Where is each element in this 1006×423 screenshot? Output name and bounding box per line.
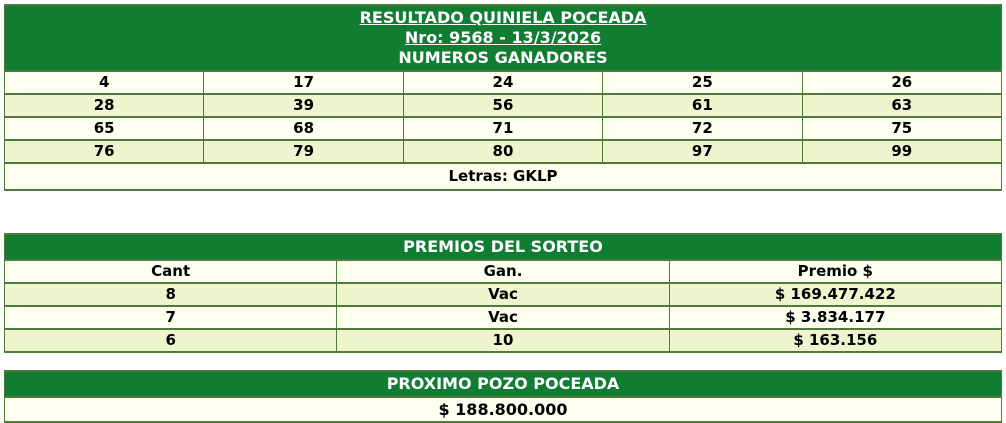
number-cell: 75 bbox=[802, 117, 1001, 140]
number-cell: 71 bbox=[403, 117, 602, 140]
number-cell: 24 bbox=[403, 71, 602, 94]
draw-number-and-date: Nro: 9568 - 13/3/2026 bbox=[404, 28, 602, 47]
letters-line: Letras: GKLP bbox=[5, 163, 1002, 190]
numbers-row bbox=[5, 71, 1002, 94]
spacer bbox=[4, 191, 1002, 233]
prize-cant-cell: 8 bbox=[5, 283, 337, 306]
prize-cant-cell: 7 bbox=[5, 306, 337, 329]
number-cell: 97 bbox=[603, 140, 802, 163]
number-cell: 72 bbox=[603, 117, 802, 140]
number-cell: 61 bbox=[603, 94, 802, 117]
prize-gan-cell: 10 bbox=[337, 329, 669, 352]
winning-numbers-table bbox=[4, 4, 1002, 191]
prize-cant-cell: 6 bbox=[5, 329, 337, 352]
prize-row bbox=[5, 329, 1002, 352]
numbers-row bbox=[5, 140, 1002, 163]
number-cell: 28 bbox=[5, 94, 204, 117]
numbers-row bbox=[5, 117, 1002, 140]
winning-numbers-subtitle: NUMEROS GANADORES bbox=[398, 48, 608, 67]
prize-gan-cell: Vac bbox=[337, 306, 669, 329]
results-header bbox=[5, 5, 1002, 71]
number-cell: 68 bbox=[204, 117, 403, 140]
next-pot-title: PROXIMO POZO POCEADA bbox=[5, 371, 1002, 397]
spacer bbox=[4, 353, 1002, 370]
prize-amount-cell: $ 3.834.177 bbox=[669, 306, 1001, 329]
prize-gan-cell: Vac bbox=[337, 283, 669, 306]
prizes-header-row bbox=[5, 260, 1002, 283]
prize-amount-cell: $ 163.156 bbox=[669, 329, 1001, 352]
number-cell: 26 bbox=[802, 71, 1001, 94]
column-header-gan: Gan. bbox=[337, 260, 669, 283]
prizes-title: PREMIOS DEL SORTEO bbox=[5, 234, 1002, 260]
number-cell: 63 bbox=[802, 94, 1001, 117]
numbers-row bbox=[5, 94, 1002, 117]
number-cell: 76 bbox=[5, 140, 204, 163]
number-cell: 65 bbox=[5, 117, 204, 140]
number-cell: 79 bbox=[204, 140, 403, 163]
prizes-table bbox=[4, 233, 1002, 353]
number-cell: 25 bbox=[603, 71, 802, 94]
prize-amount-cell: $ 169.477.422 bbox=[669, 283, 1001, 306]
prize-row bbox=[5, 283, 1002, 306]
column-header-premio: Premio $ bbox=[669, 260, 1001, 283]
prize-row bbox=[5, 306, 1002, 329]
next-pot-amount: $ 188.800.000 bbox=[5, 397, 1002, 422]
column-header-cant: Cant bbox=[5, 260, 337, 283]
number-cell: 17 bbox=[204, 71, 403, 94]
number-cell: 56 bbox=[403, 94, 602, 117]
results-title: RESULTADO QUINIELA POCEADA bbox=[359, 8, 647, 27]
number-cell: 80 bbox=[403, 140, 602, 163]
number-cell: 39 bbox=[204, 94, 403, 117]
next-pot-table bbox=[4, 370, 1002, 423]
number-cell: 99 bbox=[802, 140, 1001, 163]
number-cell: 4 bbox=[5, 71, 204, 94]
